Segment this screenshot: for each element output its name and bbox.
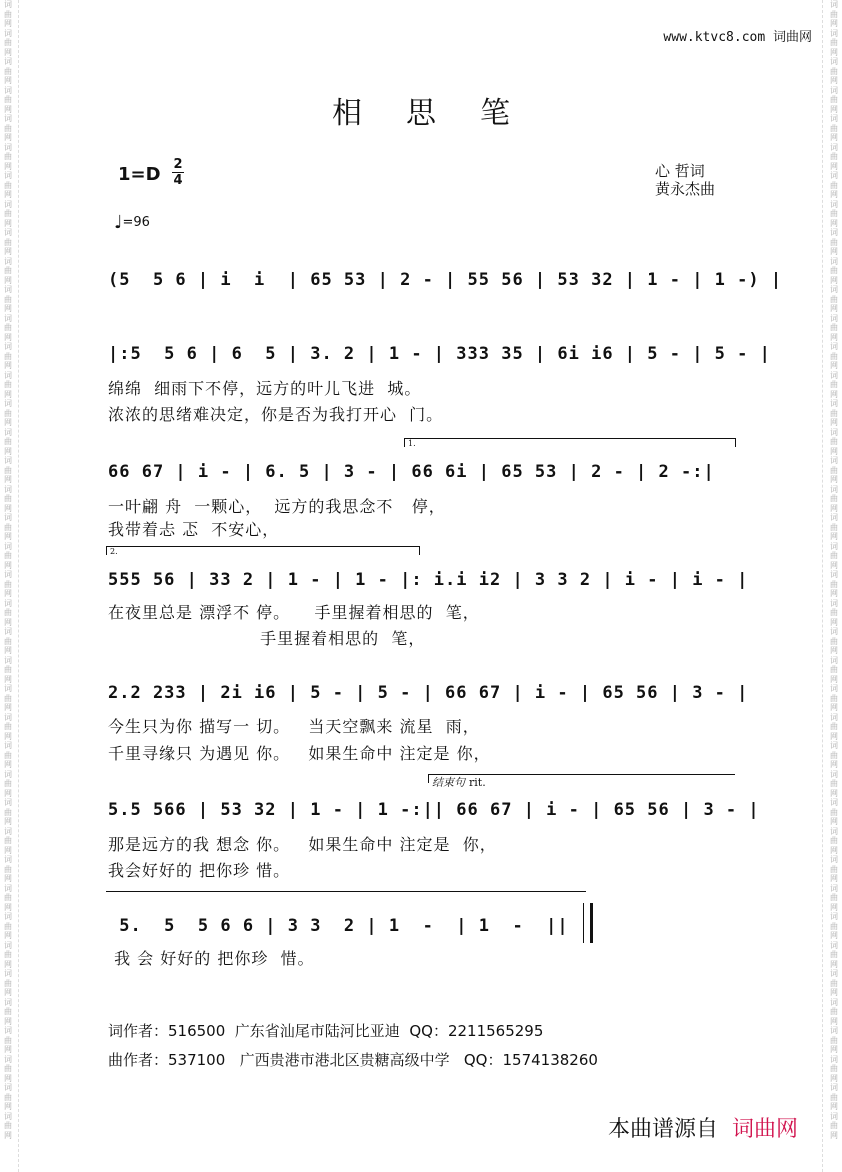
lyrics-line-2a: 绵绵 细雨下不停，远方的叶儿飞进 城。	[108, 379, 422, 398]
lyrics-line-4a: 在夜里总是 漂浮不 停。 手里握着相思的 笔，	[108, 603, 480, 622]
lyrics-line-7: 我 会 好好的 把你珍 惜。	[108, 949, 315, 968]
lyrics-line-3a: 一叶翩 舟 一颗心， 远方的我思念不 停，	[108, 497, 446, 516]
score-line-3: 66 67 | i - | 6. 5 | 3 - | 66 6i | 65 53 | 2 - | 2 -:|	[108, 462, 715, 482]
rit-label: 结束句	[432, 776, 465, 789]
source-footer	[608, 1112, 798, 1143]
score-line-2: |:5 5 6 | 6 5 | 3. 2 | 1 - | 333 35 | 6i i6 | 5 - | 5 - |	[108, 344, 771, 364]
final-line-top	[106, 891, 586, 892]
margin-line-right	[822, 0, 823, 1172]
quarter-note-icon: ♩	[114, 212, 123, 233]
score-line-7: 5. 5 5 6 6 | 3 3 2 | 1 - | 1 - ||	[108, 916, 569, 936]
score-line-1: (5 5 6 | i i | 65 53 | 2 - | 55 56 | 53 32 | 1 - | 1 -) |	[108, 270, 783, 290]
time-top: 2	[173, 157, 183, 172]
margin-line-left	[18, 0, 19, 1172]
lyrics-line-4b: 手里握着相思的 笔，	[108, 629, 426, 648]
brand-link[interactable]: 词曲网	[731, 1117, 798, 1142]
rit-text: rit.	[469, 776, 486, 789]
source-label: 本曲谱源自	[607, 1117, 718, 1142]
lyricist-credit: 心 哲词	[655, 162, 705, 180]
composer-info: 曲作者：537100 广西贵港市港北区贵糖高级中学 QQ：1574138260	[108, 1051, 598, 1069]
site-header[interactable]: www.ktvc8.com 词曲网	[663, 30, 812, 45]
composer-credit: 黄永杰曲	[655, 180, 716, 198]
song-title: 相思笔	[332, 96, 554, 131]
ending-2-label: 2.	[110, 547, 118, 556]
ending-bracket-2	[106, 546, 420, 555]
lyrics-line-5b: 千里寻缘只 为遇见 你。 如果生命中 注定是 你，	[108, 744, 491, 763]
watermark-left: 词曲网词曲网词曲网词曲网词曲网词曲网词曲网词曲网词曲网词曲网词曲网词曲网词曲网词曲网词曲网词曲网词曲网词曲网词曲网词曲网词曲网词曲网词曲网词曲网词曲网词曲网词曲网词曲网词曲网词曲网词曲网词曲网词曲网词曲网词曲网词曲网词曲网词曲网词曲网词曲网	[4, 0, 12, 1140]
score-line-4: 555 56 | 33 2 | 1 - | 1 - |: i.i i2 | 3 3 2 | i - | i - |	[108, 570, 749, 590]
rit-marking	[432, 774, 486, 790]
lyrics-line-2b: 浓浓的思绪难决定，你是否为我打开心 门。	[108, 405, 444, 424]
lyrics-line-3b: 我带着忐 忑 不安心，	[108, 520, 280, 539]
lyricist-info: 词作者：516500 广东省汕尾市陆河比亚迪 QQ：2211565295	[108, 1022, 544, 1040]
score-line-6: 5.5 566 | 53 32 | 1 - | 1 -:|| 66 67 | i - | 65 56 | 3 - |	[108, 800, 760, 820]
lyrics-line-6b: 我会好好的 把你珍 惜。	[108, 861, 291, 880]
lyrics-line-5a: 今生只为你 描写一 切。 当天空飘来 流星 雨，	[108, 717, 480, 736]
score-line-5: 2.2 233 | 2i i6 | 5 - | 5 - | 66 67 | i - | 65 56 | 3 - |	[108, 683, 749, 703]
key-signature: 1=D	[118, 164, 161, 185]
lyrics-line-6a: 那是远方的我 想念 你。 如果生命中 注定是 你，	[108, 835, 497, 854]
final-barline	[583, 903, 593, 943]
ending-bracket-1	[404, 438, 736, 447]
credits	[655, 162, 715, 198]
time-signature	[172, 158, 184, 187]
time-bottom: 4	[173, 173, 183, 188]
tempo-marking	[114, 210, 150, 231]
ending-1-label: 1.	[408, 439, 416, 448]
tempo-value: =96	[122, 215, 150, 230]
watermark-right: 词曲网词曲网词曲网词曲网词曲网词曲网词曲网词曲网词曲网词曲网词曲网词曲网词曲网词曲网词曲网词曲网词曲网词曲网词曲网词曲网词曲网词曲网词曲网词曲网词曲网词曲网词曲网词曲网词曲网词曲网词曲网词曲网词曲网词曲网词曲网词曲网词曲网词曲网词曲网词曲网	[830, 0, 838, 1140]
